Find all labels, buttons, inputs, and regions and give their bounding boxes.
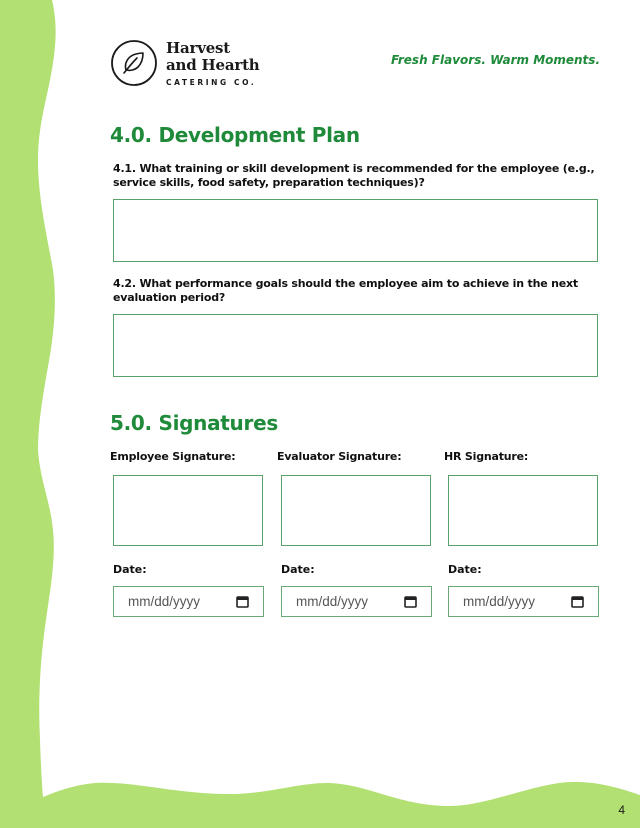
evaluator-signature-field[interactable] bbox=[281, 475, 431, 546]
section-title-signatures: 5.0. Signatures bbox=[110, 411, 278, 435]
hr-signature-label: HR Signature: bbox=[444, 450, 529, 463]
leaf-in-circle-icon bbox=[110, 39, 158, 87]
page-number: 4 bbox=[618, 803, 625, 817]
employee-signature-field[interactable] bbox=[113, 475, 263, 546]
hr-date-input[interactable] bbox=[448, 586, 599, 617]
question-4-1-label: 4.1. What training or skill development is recommended for the employee (e.g., service skills, food safety, preparation techniques)? bbox=[113, 162, 595, 189]
calendar-icon[interactable] bbox=[236, 596, 249, 608]
date-placeholder: mm/dd/yyyy bbox=[296, 594, 369, 609]
logo-text bbox=[166, 40, 260, 87]
calendar-icon[interactable] bbox=[571, 596, 584, 608]
calendar-icon[interactable] bbox=[404, 596, 417, 608]
company-logo bbox=[110, 39, 260, 87]
brand-name-line1: Harvest bbox=[166, 38, 231, 57]
brand-subtitle: CATERING CO. bbox=[166, 77, 257, 87]
employee-date-label: Date: bbox=[113, 563, 147, 576]
brand-name-line2: and Hearth bbox=[166, 55, 260, 74]
date-placeholder: mm/dd/yyyy bbox=[463, 594, 536, 609]
section-title-development-plan: 4.0. Development Plan bbox=[110, 123, 360, 147]
employee-date-input[interactable] bbox=[113, 586, 264, 617]
evaluator-date-input[interactable] bbox=[281, 586, 432, 617]
evaluator-signature-label: Evaluator Signature: bbox=[277, 450, 402, 463]
employee-signature-label: Employee Signature: bbox=[110, 450, 236, 463]
question-4-1-input[interactable] bbox=[113, 199, 598, 262]
hr-signature-field[interactable] bbox=[448, 475, 598, 546]
hr-date-label: Date: bbox=[448, 563, 482, 576]
brand-tagline: Fresh Flavors. Warm Moments. bbox=[391, 53, 600, 67]
question-4-2-input[interactable] bbox=[113, 314, 598, 377]
evaluator-date-label: Date: bbox=[281, 563, 315, 576]
question-4-2-label: 4.2. What performance goals should the employee aim to achieve in the next evaluation period? bbox=[113, 277, 578, 304]
date-placeholder: mm/dd/yyyy bbox=[128, 594, 201, 609]
